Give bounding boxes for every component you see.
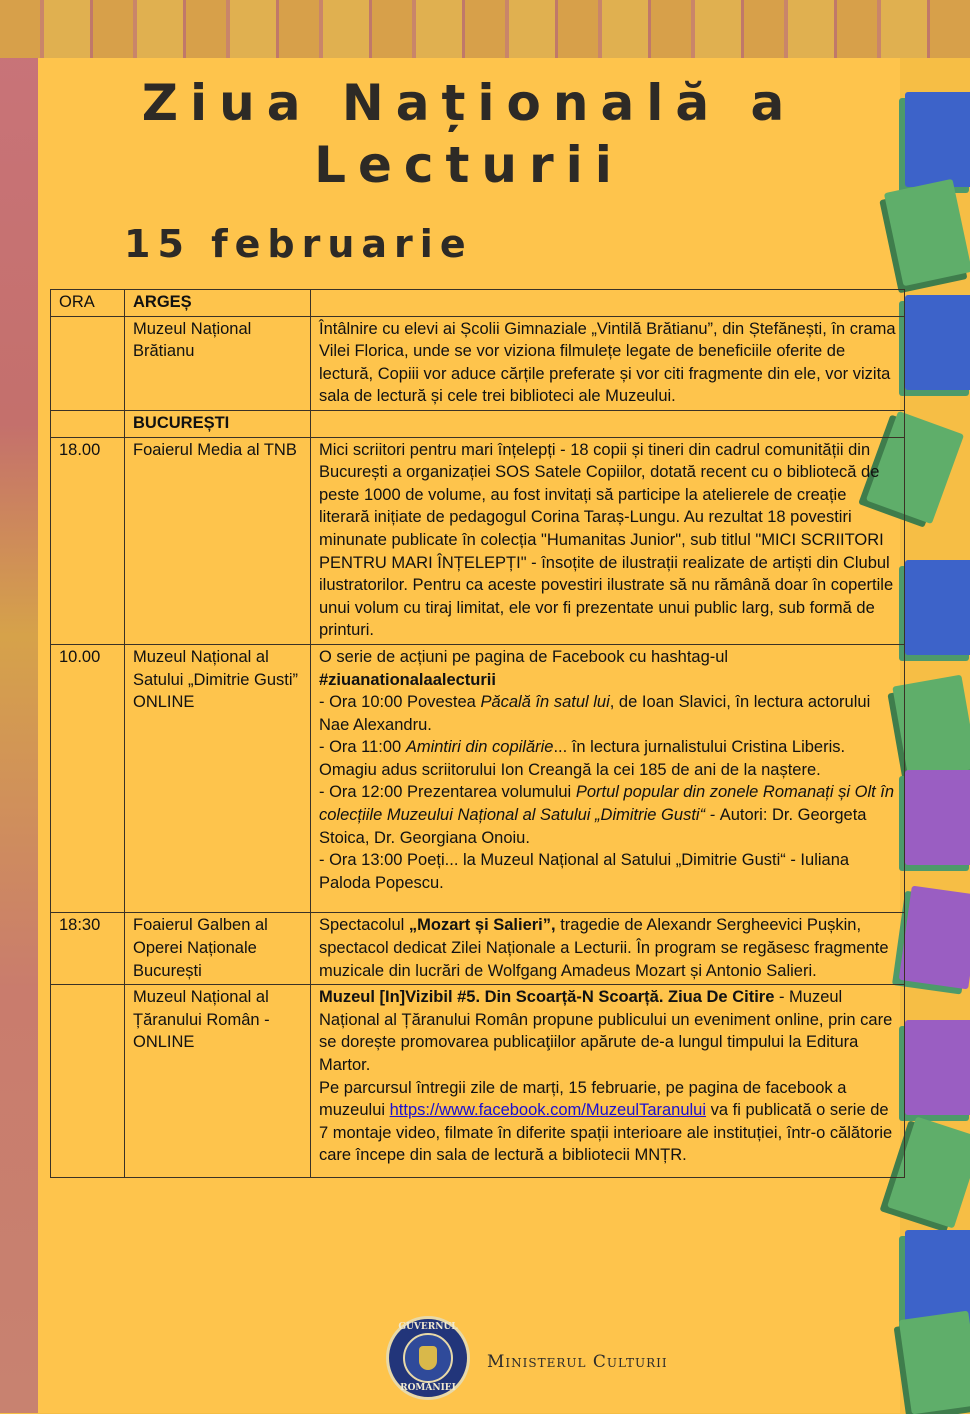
schedule-item: ... în lectura jurnalistului Cristina Liberis. Omagiu adus scriitorului Ion Creangă la cei 185 de ani de la naștere. [319,738,846,779]
row-description [311,913,905,985]
decorative-book-icon [905,295,970,390]
region-bucuresti: BUCUREȘTI [125,410,311,437]
row-time: 18:30 [51,913,125,985]
title-line-1: Ziua Națională a [141,74,797,132]
table-row [51,437,905,644]
header-empty [311,290,905,317]
decorative-book-icon [905,1020,970,1115]
schedule-item: - Ora 10:00 Povestea [319,693,481,712]
title-line-2: Lecturii [314,136,624,194]
row-time [51,985,125,1178]
footer [386,1316,716,1402]
row-time [51,316,125,410]
row-venue: Muzeul Național al Țăranului Român - ONLINE [125,985,311,1178]
eagle-icon [419,1346,437,1370]
event-date: 15 februarie [124,222,473,266]
row-venue: Foaierul Media al TNB [125,437,311,644]
schedule-item: - Ora 12:00 Prezentarea volumului [319,783,576,802]
desc-hashtag: #ziuanationalaalecturii [319,670,496,689]
table-row [51,985,905,1178]
header-region-arges: ARGEȘ [125,290,311,317]
facebook-link[interactable]: https://www.facebook.com/MuzeulTaranului [389,1101,707,1120]
schedule-item: Autori: Dr. Georgeta Stoica, Dr. Georgiana Onoiu. [319,806,867,847]
venue-name: Muzeul Național al Satului „Dimitrie Gusti” [133,647,299,689]
row-description [311,985,905,1178]
row-description: Mici scriitori pentru mari înțelepți - 18 copii și tineri din cadrul comunității din București a organizației SOS Satele Copiilor, dotată recent cu o bibliotecă de peste 1000 de volume, au fost invitați să participe la atelierele de creație literară inițiate de pedagogul Corina Taraș-Lungu. Au rezultat 18 povestiri minunate publicate în colecția "Humanitas Junior", sub titlul "MICI SCRIITORI PENTRU MARI ÎNȚELEPȚI" - însoțite de ilustrații realizate de artiști din Clubul ilustratorilor. Pentru ca aceste povestiri ilustrate să nu rămână doar în copertile unui volum cu tiraj limitat, ele vor fi prezentate unui public larg, sub formă de printuri. [311,437,905,644]
decorative-book-icon [899,886,970,990]
decorative-book-icon [905,92,970,187]
event-title: Muzeul [In]Vizibil #5. Din Scoarță-N Scoarță. Ziua De Citire [319,988,775,1007]
schedule-item: , de Ioan Slavici, în lectura actorului Nae Alexandru. [319,693,871,734]
row-venue: Muzeul Național Brătianu [125,316,311,410]
table-region-row [51,410,905,437]
row-venue: Foaierul Galben al Operei Naționale București [125,913,311,985]
show-title: „Mozart și Salieri”, [408,916,556,935]
row-description [311,644,905,913]
book-title: Portul popular din zonele Romanați și Olt în colecțiile Muzeului Național al Satului „Dimitrie Gusti“ - [319,783,895,825]
book-title: Amintiri din copilărie [405,738,554,757]
schedule-item: - Ora 11:00 [319,738,406,757]
table-row [51,913,905,985]
desc-text: Spectacolul [319,916,409,935]
row-venue [125,644,311,913]
table-header-row [51,290,905,317]
table-row [51,316,905,410]
venue-note: ONLINE [133,693,195,712]
table-row [51,644,905,913]
ministry-name: Ministerul Culturii [487,1352,668,1372]
desc-intro: O serie de acțiuni pe pagina de Facebook cu hashtag-ul [319,647,729,666]
seal-text-top: GUVERNUL [398,1322,458,1332]
desc-text: tragedie de Alexandr Sergheevici Pușkin, spectacol dedicat Zilei Naționale a Lecturii. În program se regăsesc fragmente muzicale din lucrări de Wolfgang Amadeus Mozart și Antonio Salieri. [319,916,889,980]
schedule-item: - Ora 13:00 Poeți... la Muzeul Național al Satului „Dimitrie Gusti“ - Iuliana Paloda Popescu. [319,851,850,892]
row-time: 10.00 [51,644,125,913]
seal-text-bottom: ROMÂNIEI [400,1383,456,1393]
program-table [50,289,905,1178]
desc-text: - Muzeul Național al Țăranului Român propune publicului un eveniment online, prin care se dorește promovarea publicaţiilor apărute de-a lungul timpului la Editura Martor. [319,988,893,1074]
left-background-strip [0,0,40,1413]
desc-text: Pe parcursul întregii zile de marți, 15 februarie, pe pagina de facebook a muzeului [319,1078,847,1120]
row-description: Întâlnire cu elevi ai Școlii Gimnaziale „Vintilă Brătianu”, din Ștefănești, în crama Vilei Florica, unde se vor viziona filmulețe legate de beneficiile oferite de lectură, Copiii vor aduce cărțile preferate și vor citi fragmente din ele, vor vizita sala de lectură și cele trei biblioteci ale Muzeului. [311,316,905,410]
government-seal-icon [386,1316,470,1400]
row-time: 18.00 [51,437,125,644]
book-title: Păcală în satul lui [480,693,610,712]
decorative-book-icon [899,1311,970,1414]
decorative-book-icon [905,560,970,655]
decorative-book-icon [905,770,970,865]
top-background-bookshelf [0,0,970,58]
header-time: ORA [51,290,125,317]
desc-text: va fi publicată o serie de 7 montaje video, filmate în diferite spații interioare ale instituției, într-o călătorie care începe din sala de lectură a bibliotecii MNȚR. [319,1101,893,1165]
page-title [38,72,900,196]
